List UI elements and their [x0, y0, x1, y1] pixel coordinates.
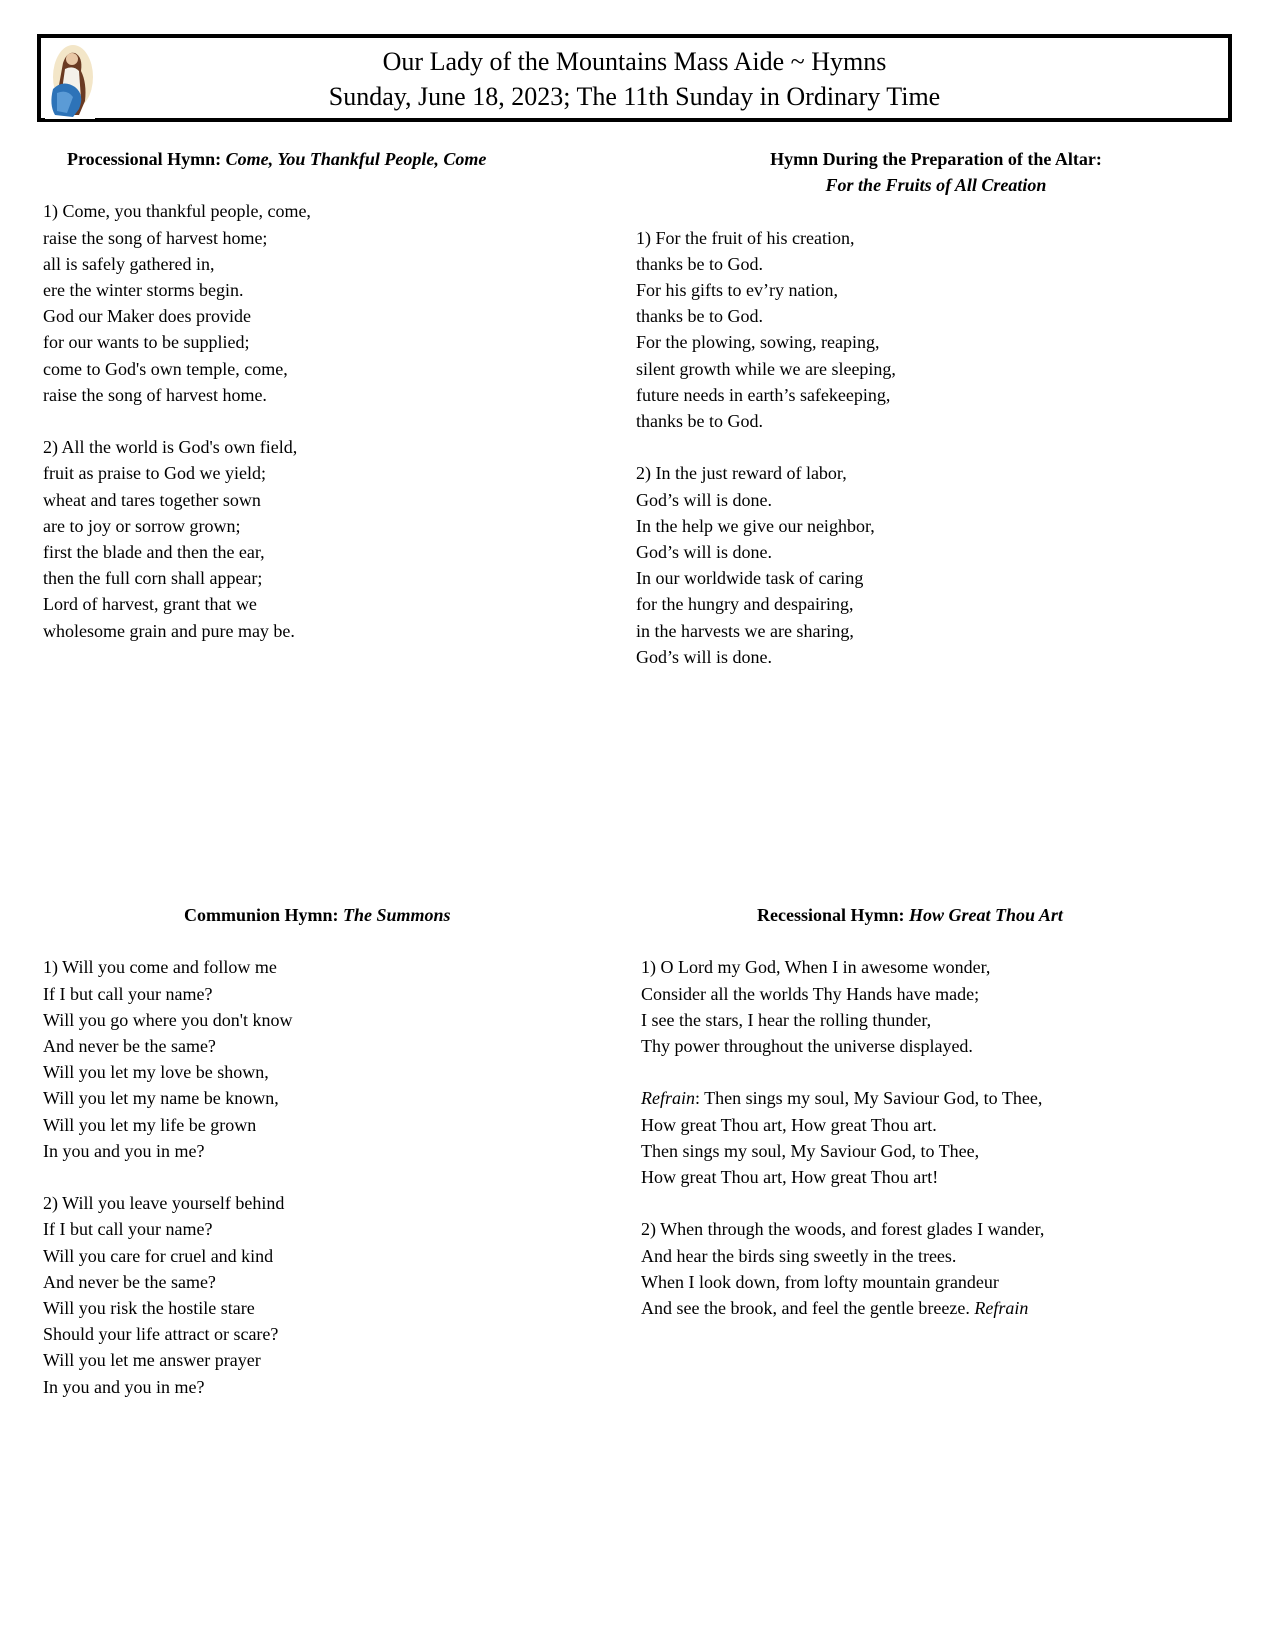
lyric-line: future needs in earth’s safekeeping, — [636, 384, 891, 405]
lyric-line: Will you go where you don't know — [43, 1009, 293, 1030]
lyric-line: How great Thou art, How great Thou art! — [641, 1167, 939, 1187]
lyric-line: thanks be to God. — [636, 306, 763, 327]
lyric-line: fruit as praise to God we yield; — [43, 463, 266, 484]
lyric-line: In you and you in me? — [43, 1140, 205, 1161]
lyric-line — [641, 1085, 1241, 1111]
lyric-line: If I but call your name? — [43, 983, 213, 1004]
processional-hymn-name: Come, You Thankful People, Come — [225, 149, 487, 169]
lyric-line: raise the song of harvest home. — [43, 384, 267, 405]
lyric-line: in the harvests we are sharing, — [636, 620, 854, 641]
lyric-line: Will you let my love be shown, — [43, 1062, 269, 1083]
lyric-line: And never be the same? — [43, 1036, 216, 1056]
lyric-line: Will you let my name be known, — [43, 1088, 279, 1109]
header-title: Our Lady of the Mountains Mass Aide ~ Hymns — [382, 47, 887, 76]
refrain-first-line: : Then sings my soul, My Saviour God, to Thee, — [695, 1088, 1043, 1109]
recessional-refrain — [641, 1085, 1241, 1190]
processional-verse-1 — [43, 198, 583, 408]
lyric-line: For the plowing, sowing, reaping, — [636, 332, 880, 353]
recessional-hymn-title — [641, 902, 1241, 928]
lyric-line: come to God's own temple, come, — [43, 358, 288, 379]
lyric-line: all is safely gathered in, — [43, 253, 215, 274]
header-date: Sunday, June 18, 2023; The 11th Sunday in Ordinary Time — [328, 82, 941, 111]
header-box — [37, 34, 1232, 122]
lyric-line: Will you risk the hostile stare — [43, 1298, 255, 1319]
preparation-hymn-name: For the Fruits of All Creation — [825, 175, 1047, 196]
processional-verse-2 — [43, 434, 583, 644]
lyric-line: 2) When through the woods, and forest glades I wander, — [641, 1219, 1045, 1240]
lyric-line: How great Thou art, How great Thou art. — [641, 1114, 937, 1135]
preparation-hymn-section — [636, 146, 1236, 670]
lyric-line: In our worldwide task of caring — [636, 568, 864, 589]
preparation-hymn-label: Hymn During the Preparation of the Altar: — [770, 149, 1102, 169]
lyric-line: Consider all the worlds Thy Hands have made; — [641, 983, 980, 1004]
lyric-line: ere the winter storms begin. — [43, 280, 244, 300]
recessional-hymn-name: How Great Thou Art — [909, 905, 1063, 925]
lyric-line: And hear the birds sing sweetly in the trees. — [641, 1245, 957, 1266]
lyric-line: In the help we give our neighbor, — [636, 515, 875, 536]
recessional-verse-1 — [641, 954, 1241, 1059]
verse2-last-line: And see the brook, and feel the gentle breeze. — [641, 1298, 975, 1318]
lyric-line: And never be the same? — [43, 1271, 216, 1292]
lyric-line: 1) For the fruit of his creation, — [636, 227, 855, 248]
lyric-line: 2) All the world is God's own field, — [43, 437, 298, 458]
lyric-line: silent growth while we are sleeping, — [636, 358, 896, 379]
refrain-label: Refrain — [641, 1088, 695, 1109]
lyric-line: In you and you in me? — [43, 1376, 205, 1397]
refrain-cue: Refrain — [974, 1298, 1029, 1318]
communion-verse-1 — [43, 954, 583, 1164]
recessional-hymn-label: Recessional Hymn: — [757, 905, 909, 925]
lyric-line: thanks be to God. — [636, 253, 763, 274]
lyric-line: Will you care for cruel and kind — [43, 1245, 274, 1266]
lyric-line: 2) Will you leave yourself behind — [43, 1193, 285, 1214]
lyric-line: Will you let my life be grown — [43, 1114, 257, 1135]
lyric-line: Thy power throughout the universe displayed. — [641, 1036, 973, 1056]
lyric-line: thanks be to God. — [636, 411, 763, 432]
lyric-line: wheat and tares together sown — [43, 489, 261, 510]
lyric-line: When I look down, from lofty mountain grandeur — [641, 1271, 999, 1292]
lyric-line: God’s will is done. — [636, 489, 773, 510]
preparation-hymn-title — [636, 146, 1236, 198]
lyric-line: first the blade and then the ear, — [43, 542, 265, 563]
lyric-line: 1) O Lord my God, When I in awesome wonder, — [641, 957, 991, 978]
lyric-line: I see the stars, I hear the rolling thunder, — [641, 1009, 932, 1030]
lyric-line: for our wants to be supplied; — [43, 332, 250, 353]
lyric-line: God our Maker does provide — [43, 306, 251, 327]
lyric-line: God’s will is done. — [636, 542, 773, 563]
lyric-line: Will you let me answer prayer — [43, 1350, 261, 1371]
lyric-line — [641, 1295, 1241, 1321]
communion-hymn-name: The Summons — [343, 905, 451, 925]
lyric-line: Then sings my soul, My Saviour God, to Thee, — [641, 1140, 980, 1161]
lyric-line: If I but call your name? — [43, 1219, 213, 1240]
lyric-line: Lord of harvest, grant that we — [43, 594, 257, 615]
processional-hymn-title — [43, 146, 583, 172]
processional-hymn-label: Processional Hymn: — [67, 149, 226, 169]
processional-hymn-section — [43, 146, 583, 644]
lyric-line: 2) In the just reward of labor, — [636, 463, 847, 484]
lyric-line: for the hungry and despairing, — [636, 594, 854, 615]
communion-hymn-title — [43, 902, 583, 928]
preparation-verse-2 — [636, 460, 1236, 670]
lyric-line: For his gifts to ev’ry nation, — [636, 280, 838, 300]
communion-verse-2 — [43, 1190, 583, 1400]
recessional-verse-2 — [641, 1216, 1241, 1321]
lyric-line: wholesome grain and pure may be. — [43, 620, 295, 641]
communion-hymn-label: Communion Hymn: — [184, 905, 344, 925]
lyric-line: 1) Will you come and follow me — [43, 957, 277, 978]
lyric-line: are to joy or sorrow grown; — [43, 515, 241, 536]
lyric-line: raise the song of harvest home; — [43, 227, 268, 248]
lyric-line: 1) Come, you thankful people, come, — [43, 201, 311, 222]
recessional-hymn-section — [641, 902, 1241, 1321]
lyric-line: God’s will is done. — [636, 646, 773, 667]
lyric-line: Should your life attract or scare? — [43, 1324, 279, 1345]
lyric-line: then the full corn shall appear; — [43, 568, 263, 589]
preparation-verse-1 — [636, 225, 1236, 435]
communion-hymn-section — [43, 902, 583, 1400]
